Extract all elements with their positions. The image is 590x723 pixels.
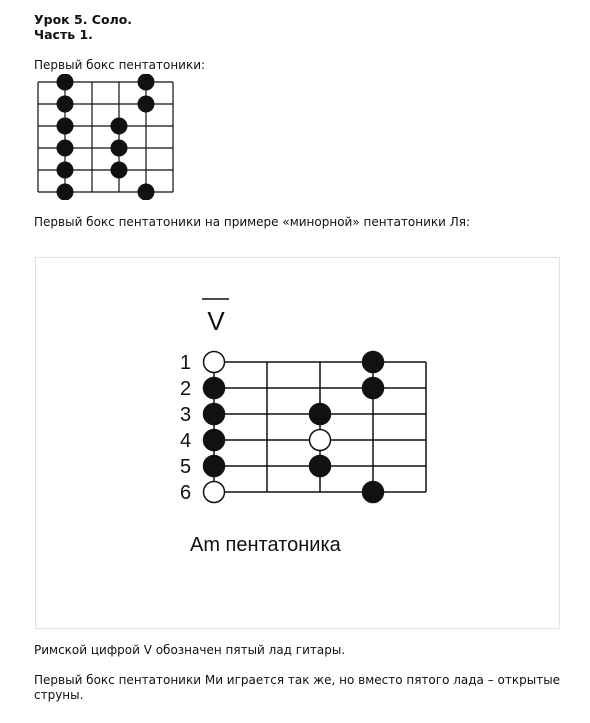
note-dot — [111, 162, 128, 179]
lesson-part: Часть 1. — [34, 27, 93, 42]
note-dot — [57, 118, 74, 135]
note-dot — [138, 74, 155, 91]
am-pentatonic-figure — [35, 257, 560, 629]
note-dot — [57, 184, 74, 201]
note-dot — [204, 404, 225, 425]
small-fretboard-dots — [57, 74, 155, 200]
note-dot — [363, 378, 384, 399]
string-number-label: 6 — [180, 482, 192, 504]
note-roman-numeral: Римской цифрой V обозначен пятый лад гитары. — [34, 643, 346, 657]
string-number-label: 5 — [180, 456, 192, 478]
string-number-label: 1 — [180, 352, 192, 374]
small-fretboard-grid — [38, 82, 173, 192]
string-number-label: 3 — [180, 404, 192, 426]
note-dot — [138, 96, 155, 113]
note-dot — [138, 184, 155, 201]
note-dot — [57, 140, 74, 157]
note-dot — [204, 456, 225, 477]
note-dot — [204, 430, 225, 451]
string-number-labels — [180, 352, 191, 504]
note-dot — [111, 140, 128, 157]
note-dot — [57, 74, 74, 91]
box2-caption: Первый бокс пентатоники на примере «минорной» пентатоники Ля: — [34, 215, 471, 229]
note-dot — [204, 378, 225, 399]
fret-marker-label: V — [207, 306, 225, 336]
note-dot — [57, 96, 74, 113]
note-dot — [57, 162, 74, 179]
root-note-dot — [204, 482, 225, 503]
am-pentatonic-diagram — [36, 258, 559, 628]
note-open-strings: Первый бокс пентатоники Ми играется так же, но вместо пятого лада – открытые струны. — [34, 673, 561, 702]
box1-caption: Первый бокс пентатоники: — [34, 58, 206, 72]
note-dot — [363, 482, 384, 503]
note-dot — [363, 352, 384, 373]
note-dot — [310, 456, 331, 477]
root-note-dot — [204, 352, 225, 373]
note-dot — [310, 404, 331, 425]
lesson-title: Урок 5. Соло. — [34, 12, 133, 27]
fretboard-dots — [204, 352, 384, 503]
string-number-label: 2 — [180, 378, 192, 400]
string-number-label: 4 — [180, 430, 192, 452]
note-dot — [111, 118, 128, 135]
chart-title: Am пентатоника — [190, 534, 341, 556]
root-note-dot — [310, 430, 331, 451]
pentatonic-box-diagram — [34, 74, 179, 200]
